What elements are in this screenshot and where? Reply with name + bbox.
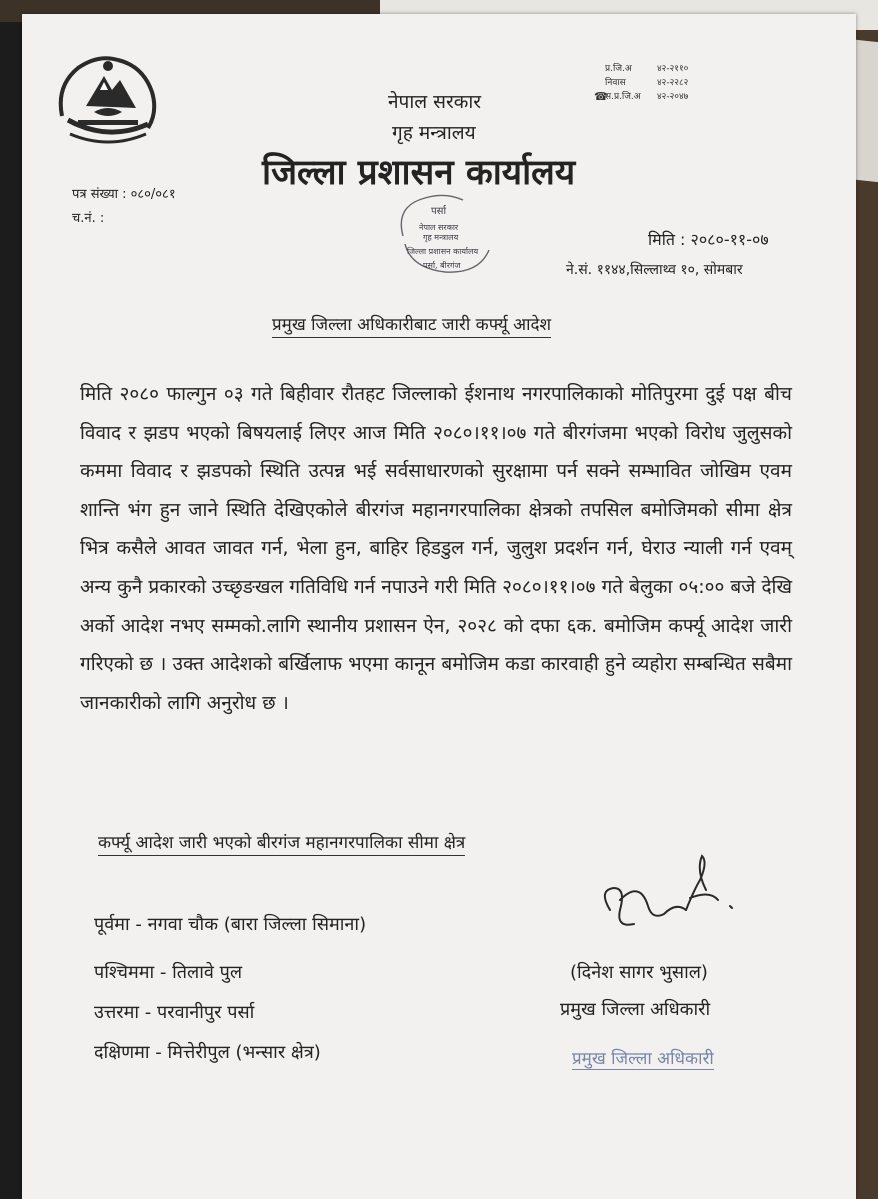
signatory-title: प्रमुख जिल्ला अधिकारी	[560, 999, 711, 1020]
seal-text: जिल्ला प्रशासन कार्यालय	[407, 247, 479, 256]
signatory-stamp: प्रमुख जिल्ला अधिकारी	[572, 1046, 714, 1070]
letter-number: पत्र संख्या : ०८०/०८१	[72, 187, 176, 202]
contact-row: स.प्र.जि.अ ४२-२०४७	[605, 92, 689, 102]
body-paragraph: मिति २०८० फाल्गुन ०३ गते बिहीवार रौतहट जिल्लाको ईशनाथ नगरपालिकाको मोतिपुरमा दुई पक्ष बीच विवाद र झडप भएको बिषयलाई लिएर आज मिति २०८०।११।०७ गते बीरगंजमा भएको विरोध जुलुसको कममा विवाद र झडपको स्थिति उत्पन्न भई सर्वसाधारणको सुरक्षामा पर्न सक्ने सम्भावित जोखिम एवम शान्ति भंग हुन जाने स्थिति देखिएकोले बीरगंज महानगरपालिका क्षेत्रको तपसिल बमोजिमको सीमा क्षेत्र भित्र कसैले आवत जावत गर्न, भेला हुन, बाहिर हिडडुल गर्न, जुलुश प्रदर्शन गर्न, घेराउ न्याली गर्न एवम् अन्य कुनै प्रकारको उच्छृङखल गतिविधि गर्न नपाउने गरी मिति २०८०।११।०७ गते बेलुका ०५:०० बजे देखि अर्को आदेश नभए सम्मको.लागि स्थानीय प्रशासन ऐन, २०२८ को दफा ६क. बमोजिम कर्फ्यू आदेश जारी गरिएको छ । उक्त आदेशको बर्खिलाफ भएमा कानून बमोजिम कडा कारवाही हुने व्यहोरा सम्बन्धित सबैमा जानकारीको लागि अनुरोध छ ।	[80, 383, 792, 714]
contact-row: प्र.जि.अ ४२-२११०	[605, 64, 689, 74]
nepal-sambat-date: ने.सं. ११४४,सिल्लाथ्व १०, सोमबार	[566, 262, 743, 278]
gov-name: नेपाल सरकार	[388, 91, 482, 113]
contact-table	[605, 62, 737, 104]
nepal-emblem-icon	[48, 46, 168, 156]
office-title: जिल्ला प्रशासन कार्यालय	[262, 153, 576, 193]
background-left	[0, 0, 22, 1199]
seal-text-top: पर्सा	[431, 206, 447, 217]
boundary-south: दक्षिणमा - मित्तेरीपुल (भन्सार क्षेत्र)	[94, 1042, 321, 1063]
boundary-north: उत्तरमा - परवानीपुर पर्सा	[94, 1002, 255, 1023]
seal-text: गृह मन्त्रालय	[423, 233, 459, 242]
ministry-name: गृह मन्त्रालय	[392, 122, 476, 144]
boundary-east: पूर्वमा - नगवा चौक (बारा जिल्ला सिमाना)	[94, 914, 367, 935]
boundary-heading: कर्फ्यू आदेश जारी भएको बीरगंज महानगरपालिका सीमा क्षेत्र	[98, 830, 465, 856]
office-seal-stamp	[385, 188, 505, 288]
seal-text: नेपाल सरकार	[419, 223, 459, 232]
dispatch-number: च.नं. :	[72, 211, 105, 226]
subject-heading: प्रमुख जिल्ला अधिकारीबाट जारी कर्फ्यू आदेश	[272, 312, 551, 338]
boundary-west: पश्चिममा - तिलावे पुल	[94, 962, 243, 983]
seal-text: पर्सा, बीरगंज	[423, 261, 461, 270]
signatory-name: (दिनेश सागर भुसाल)	[570, 962, 708, 983]
phone-icon: ☎	[594, 90, 608, 103]
contact-row: निवास ४२-२२८२	[605, 78, 689, 88]
letter-date: मिति : २०८०-११-०७	[648, 230, 769, 249]
signature	[590, 850, 750, 945]
